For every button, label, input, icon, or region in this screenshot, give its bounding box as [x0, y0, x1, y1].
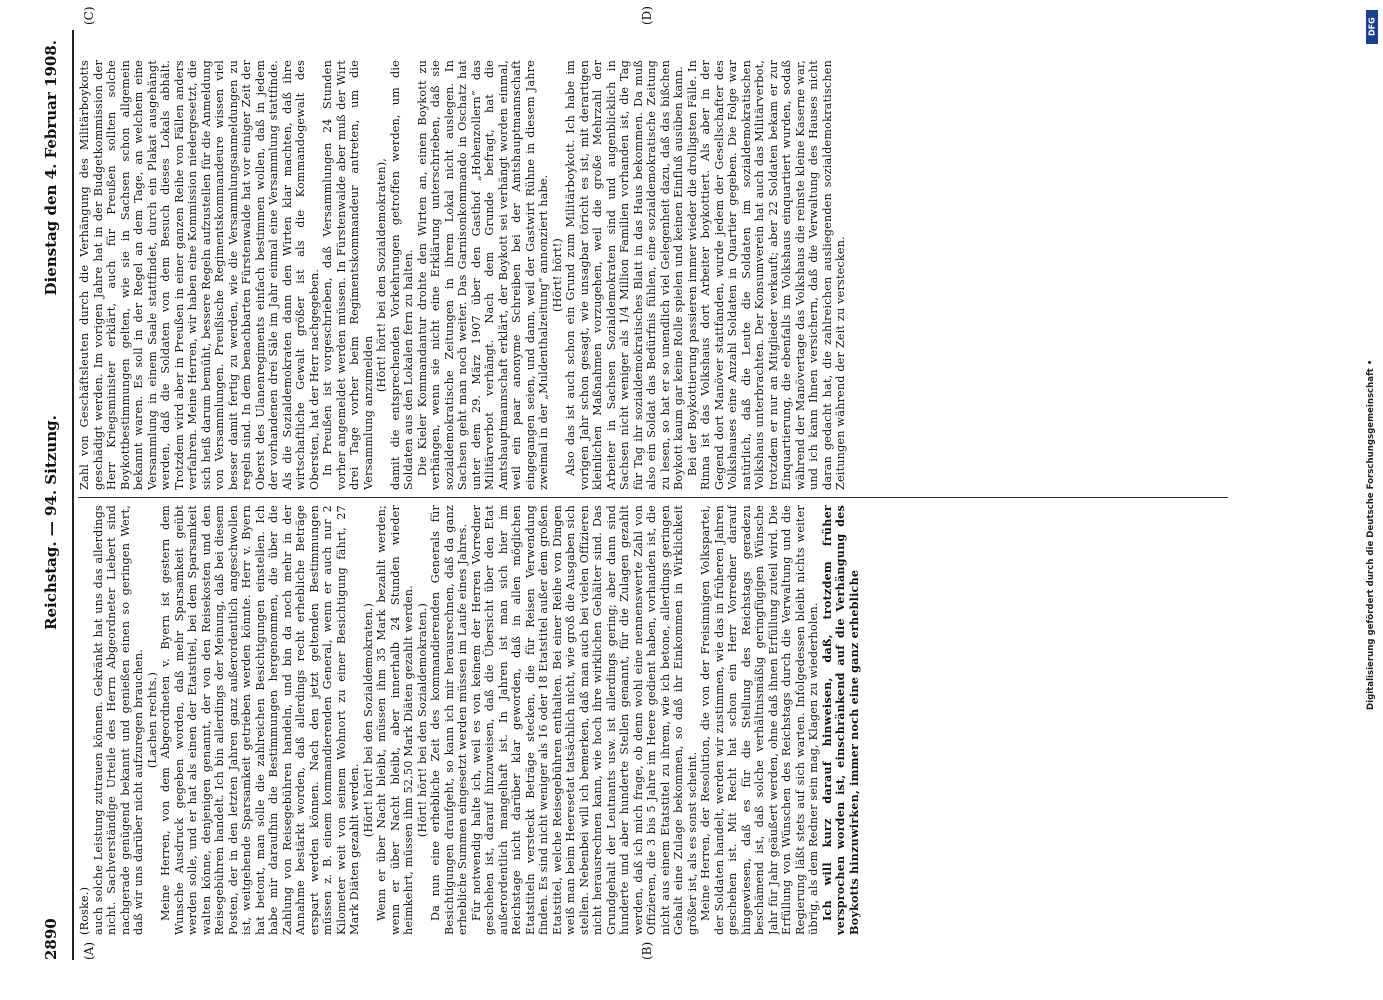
- page-header: [42, 30, 68, 960]
- paragraph: (Hört! hört! bei den Sozialdemokraten),: [375, 157, 388, 393]
- paragraph: (Hört! hört! bei den Sozialdemokraten.): [361, 602, 375, 838]
- right-text-column: [78, 60, 1278, 490]
- dfg-credit-text: Digitalisierung gefördert durch die Deutsche Forschungsgemeinschaft •: [1366, 359, 1376, 710]
- header-rule: [72, 30, 74, 960]
- margin-marker-a: (A): [82, 941, 96, 960]
- paragraph: (Roske.): [78, 886, 91, 935]
- margin-marker-b: (B): [640, 941, 654, 960]
- page-number: 2890: [42, 918, 60, 960]
- paragraph: Die Kieler Kommandantur drohte den Wirten an, einen Boykott zu verhängen, wenn sie nicht eine Erklärung unterschrieben, daß sie sozialdemokratische Zeitungen in ihrem Lokal nicht auslegen. In Sachsen geht man noch weiter. Das Garnisonkommando in Oschatz hat unter dem 29. März 1907 über den Gasthof „Hohenzollern“ das Militärverbot verhängt. Nach dem Grunde befragt, hat die Amtshauptmannschaft erklärt, der Boykott sei verhängt worden einmal, weil ein paar anonyme Schreiben bei der Amtshauptmannschaft eingegangen seien, und dann, weil der Gastwirt Rühne in diesem Jahre zweimal in der „Muldenthalzeitung“ annonziert habe.: [415, 60, 550, 490]
- paragraph: Für notwendig halte ich, weil es von keinem der Herren Vorredner geschehen ist, darauf hinzuweisen, daß die Übersicht über den Etat außerordentlich mangelhaft ist. In Jahren ist man sich hier im Reichstage nicht darüber klar geworden, daß in allen möglichen Etatstiteln versteckt Beträge stecken, die für Reisen Verwendung finden. Es sind nicht weniger als 16 oder 18 Etatstitel außer dem großen Etatstitel, welche Reisegebühren enthalten. Bei einer Reihe von Dingen weiß man beim Heeresetat tatsächlich nicht, wie groß die Ausgaben sich stellen. Nebenbei will ich bemerken, daß man auch bei vielen Offizieren nicht herausrechnen kann, wie hoch ihre wirklichen Gehälter sind. Das Grundgehalt der Leutnants usw. ist allerdings gering; aber dann sind hunderte und aber hunderte Stellen genannt, für die Zulagen gezahlt werden, daß ich mich frage, ob denn wohl eine nennenswerte Zahl von Offizieren, die 3 bis 5 Jahre im Heere gedient haben, vorhanden ist, die nicht aus einem Etatstitel zu ihrem, wie ich betone, allerdings geringen Gehalt eine Zulage bekommen, so daß ihr Einkommen in Wirklichkeit größer ist, als es sonst scheint.: [469, 505, 699, 935]
- session-date: Dienstag den 4. Februar 1908.: [42, 40, 60, 296]
- paragraph: Da nun eine erhebliche Zeit des kommandierenden Generals für Besichtigungen draufgeht, so kann ich mir herausrechnen, daß da ganz erhebliche Summen eingesetzt werden müssen im Laufe eines Jahres.: [429, 505, 469, 935]
- dfg-logo: DFG: [1366, 10, 1378, 44]
- paragraph: Also das ist auch schon ein Grund zum Militärboykott. Ich habe im vorigen Jahr schon gesagt, wie unsagbar töricht es ist, mit derartigen kleinlichen Maßnahmen vorzugehen, weil die große Mehrzahl der Arbeiter in Sachsen Sozialdemokraten sind und augenblicklich in Sachsen nicht weniger als 1/4 Million Familien vorhanden ist, die Tag für Tag ihr sozialdemokratisches Blatt in das Haus bekommen. Da muß also ein Soldat das Bedürfnis fühlen, eine sozialdemokratische Zeitung zu lesen, so hat er so unendlich viel Gelegenheit dazu, daß das bißchen Boykott kaum gar keine Rolle spielen und keinen Einfluß ausüben kann.: [564, 60, 685, 490]
- paragraph: Zahl von Geschäftsleuten durch die Verhängung des Militärboykotts geschädigt werden. Im vorigen Jahre hat in der Budgetkommission der Herr Kriegsminister erklärt, auch für Preußen sollten solche Boykottbestimmungen gelten, wie sie in Sachsen schon allgemein bekannt waren. Es soll in der Regel an dem Tage, an welchem eine Versammlung in einem Saale stattfindet, durch ein Plakat ausgehängt werden, daß die Soldaten von dem Besuch dieses Lokals abhält. Trotzdem wird aber in Preußen in einer ganzen Reihe von Fällen anders verfahren. Meine Herren, wir haben eine Kommission niedergesetzt, die sich heiß darum bemüht, bessere Regeln aufzustellen für die Anmeldung von Versammlungen. Preußische Regimentskommandeure wissen viel besser damit fertig zu werden, wie die Versammlungsanmeldungen zu regeln sind. In dem benachbarten Fürstenwalde hat vor einiger Zeit der Oberst des Ulanenregiments einfach bestimmen wollen, daß in jedem der vorhandenen drei Säle im Jahr einmal eine Versammlung stattfinde. Als die Sozialdemokraten dann den Wirten klar machten, daß ihre wirtschaftliche Gewalt größer ist als die Kommandogewalt des Obersten, hat der Herr nachgegeben.: [78, 60, 321, 490]
- paragraph: Meine Herren, der Resolution, die von der Freisinnigen Volkspartei, der Soldaten handelt, werden wir zustimmen, wie das in früheren Jahren geschehen ist. Mit Recht hat schon ein Herr Vorredner darauf hingewiesen, daß es für die Stellung des Reichstags geradezu beschämend ist, daß solche verhältnismäßig geringfügigen Wünsche Jahr für Jahr geäußert werden, ohne daß ihnen Erfüllung zuteil wird. Die Erfüllung von Wünschen des Reichstags durch die Verwaltung und die Regierung läßt stets auf sich warten. Infolgedessen bleibt nichts weiter übrig, als dem Redner sein mag, Klagen zu wiederholen.: [699, 505, 820, 935]
- paragraph: (Hört! hört!): [550, 238, 564, 312]
- paragraph: In Preußen ist vorgeschrieben, daß Versammlungen 24 Stunden vorher angemeldet werden müssen. In Fürstenwalde aber muß der Wirt drei Tage vorher beim Regimentskommandeur antreten, um die Versammlung anzumelden: [321, 60, 375, 490]
- paragraph: Wenn er über Nacht bleibt, müssen ihm 35 Mark bezahlt werden; wenn er über Nacht bleibt, aber innerhalb 24 Stunden wieder heimkehrt, müssen ihm 52,50 Mark Diäten gezahlt werden.: [375, 505, 415, 935]
- left-text-column: [78, 505, 1278, 935]
- paragraph: Ich will kurz darauf hinweisen, daß, trotzdem früher versprochen worden ist, einschränkend auf die Verhängung des Boykotts hinzuwirken, immer noch eine ganz erhebliche: [819, 505, 861, 935]
- paragraph: Meine Herren, von dem Abgeordneten v. Byern ist gestern dem Wunsche Ausdruck gegeben worden, daß mehr Sparsamkeit geübt werden solle, und er hat als einen der Etatstitel, bei dem Sparsamkeit walten könne, denjenigen genannt, der von den Reisekosten und den Reisegebühren handelt. Ich bin allerdings der Meinung, daß bei diesem Posten, der in den letzten Jahren ganz außerordentlich angeschwollen ist, weitgehende Sparsamkeit getrieben werden könnte. Herr v. Byern hat betont, man solle die zahlreichen Besichtigungen einstellen. Ich habe mir daraufhin die Bestimmungen hergenommen, die über die Zahlung von Reisegebühren handeln, und bin da noch mehr in der Annahme bestärkt worden, daß allerdings recht erhebliche Beträge erspart werden können. Nach den jetzt geltenden Bestimmungen müssen z. B. einem kommandierenden General, wenn er auch nur 2 Kilometer weit von seinem Wohnort zu einer Besichtigung fährt, 27 Mark Diäten gezahlt werden.: [159, 505, 361, 935]
- column-divider: [78, 497, 1228, 498]
- dfg-sidebar: [1366, 10, 1380, 710]
- session-title: Reichstag. — 94. Sitzung.: [42, 415, 60, 630]
- paragraph: (Hört! hört! bei den Sozialdemokraten.): [415, 602, 429, 838]
- paragraph: Bei der Boykottierung passieren immer wieder die drolligsten Fälle. In Rinna ist das Volkshaus dort Arbeiter boykottiert. Als aber in der Gegend dort Manöver stattfanden, wurde jedem der Gesellschafter des Volkshauses eine Anzahl Soldaten in Quartier gegeben. Die Folge war natürlich, daß die Leute die Soldaten im sozialdemokratischen Volkshaus unterbrachten. Der Konsumverein hat auch das Militärverbot, trotzdem er nur an Mitglieder verkauft; aber 22 Soldaten bekam er zur Einquartierung, die ebenfalls im Volkshaus einquartiert wurden, sodaß während der Manövertage das Volkshaus die reinste kleine Kaserne war, und ich kann Ihnen versichern, daß die Verwaltung des Hauses nicht daran gedacht hat, die zahlreichen ausliegenden sozialdemokratischen Zeitungen während der Zeit zu verstecken.: [685, 60, 847, 490]
- margin-marker-d: (D): [640, 6, 654, 25]
- margin-marker-c: (C): [82, 6, 96, 25]
- paragraph: (Lachen rechts.): [145, 671, 159, 769]
- paragraph: damit die entsprechenden Vorkehrungen getroffen werden, um die Soldaten aus den Lokalen fern zu halten.: [388, 60, 415, 490]
- paragraph: auch solche Leistung zutrauen können. Gekränkt hat uns das allerdings nicht. Sachverständige Urteile des Herrn Abgeordneter Liebert sind nachgerade genügend bekannt und genießen einen so geringen Wert, daß wir uns darüber nicht aufzuregen brauchen.: [91, 505, 145, 935]
